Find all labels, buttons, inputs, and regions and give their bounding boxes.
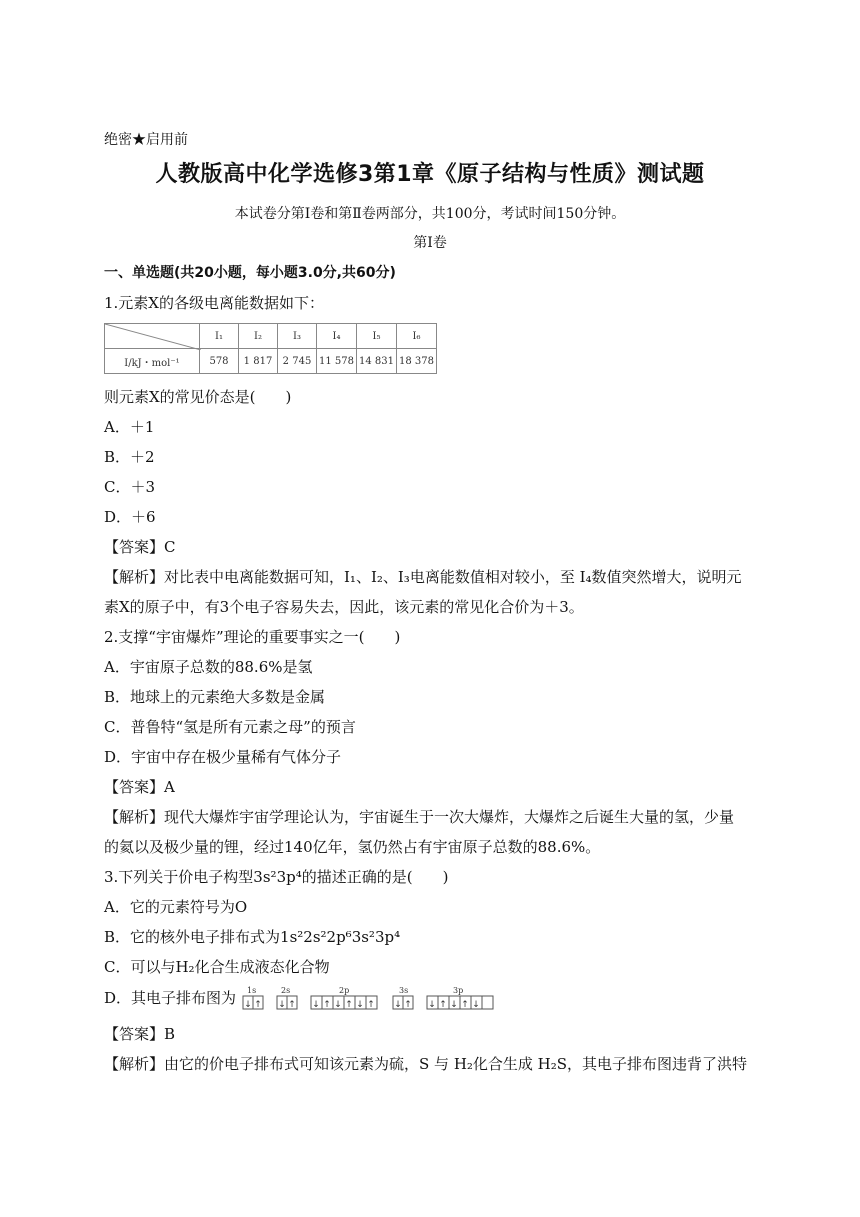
svg-text:↑: ↑: [367, 1000, 375, 1010]
confidential-label: 绝密★启用前: [104, 132, 188, 148]
value-i3: 2 745: [278, 349, 317, 374]
q2-option-b: B．地球上的元素绝大多数是金属: [104, 688, 326, 706]
orbital-label-2s: 2s: [280, 986, 291, 995]
header-i5: I₅: [357, 324, 397, 349]
q3-answer: 【答案】B: [104, 1025, 176, 1043]
q3-option-c: C．可以与H₂化合生成液态化合物: [104, 958, 330, 976]
q2-stem: 2.支撑“宇宙爆炸”理论的重要事实之一( ): [104, 628, 401, 646]
svg-text:↑: ↑: [288, 1000, 296, 1010]
svg-text:↓: ↓: [472, 1000, 480, 1010]
row-label: I/kJ・mol⁻¹: [105, 349, 200, 374]
svg-text:↑: ↑: [404, 1000, 412, 1010]
volume-heading: 第Ⅰ卷: [413, 235, 447, 251]
q2-answer: 【答案】A: [104, 778, 175, 796]
svg-text:↑: ↑: [345, 1000, 353, 1010]
svg-text:↓: ↓: [244, 1000, 252, 1010]
header-i2: I₂: [239, 324, 278, 349]
q3-stem: 3.下列关于价电子构型3s²3p⁴的描述正确的是( ): [104, 868, 449, 886]
q1-option-a: A．＋1: [104, 418, 155, 436]
table-header-row: [105, 324, 437, 349]
svg-text:↓: ↓: [428, 1000, 436, 1010]
value-i2: 1 817: [239, 349, 278, 374]
q1-stem: 1.元素X的各级电离能数据如下：: [104, 294, 324, 312]
page-title: 人教版高中化学选修3第1章《原子结构与性质》测试题: [155, 162, 705, 187]
orbital-label-3p: 3p: [452, 986, 464, 995]
value-i1: 578: [200, 349, 239, 374]
orbital-label-2p: 2p: [338, 986, 350, 995]
orbital-label-3s: 3s: [398, 986, 409, 995]
header-i3: I₃: [278, 324, 317, 349]
q2-option-a: A．宇宙原子总数的88.6%是氢: [104, 658, 313, 676]
q1-option-c: C．＋3: [104, 478, 156, 496]
q1-option-b: B．＋2: [104, 448, 155, 466]
q1-analysis-line2: 素X的原子中，有3个电子容易失去，因此，该元素的常见化合价为＋3。: [104, 598, 584, 616]
value-i6: 18 378: [397, 349, 437, 374]
q1-answer: 【答案】C: [104, 538, 176, 556]
q1-ask: 则元素X的常见价态是( ): [104, 388, 292, 406]
svg-text:↓: ↓: [450, 1000, 458, 1010]
svg-text:↑: ↑: [439, 1000, 447, 1010]
ionization-energy-table: [104, 323, 437, 374]
table-corner-cell: [105, 324, 200, 349]
q3-option-d-text: D．其电子排布图为: [104, 989, 237, 1007]
header-i6: I₆: [397, 324, 437, 349]
exam-intro: 本试卷分第Ⅰ卷和第Ⅱ卷两部分，共100分，考试时间150分钟。: [234, 206, 626, 222]
q2-analysis-line2: 的氦以及极少量的锂，经过140亿年，氢仍然占有宇宙原子总数的88.6%。: [104, 838, 601, 856]
q3-option-d: [104, 986, 501, 1012]
svg-text:↓: ↓: [278, 1000, 286, 1010]
q1-analysis-line1: 【解析】对比表中电离能数据可知，I₁、I₂、I₃电离能数值相对较小，至 I₄数值突然增大，说明元: [104, 568, 742, 586]
section-heading: 一、单选题(共20小题，每小题3.0分,共60分): [104, 265, 396, 281]
svg-text:↓: ↓: [312, 1000, 320, 1010]
orbital-label-1s: 1s: [246, 986, 257, 995]
q3-option-b: B．它的核外电子排布式为1s²2s²2p⁶3s²3p⁴: [104, 928, 401, 946]
q1-option-d: D．＋6: [104, 508, 156, 526]
header-i4: I₄: [317, 324, 357, 349]
svg-text:↓: ↓: [356, 1000, 364, 1010]
table-row: [105, 349, 437, 374]
svg-text:↓: ↓: [394, 1000, 402, 1010]
svg-text:↑: ↑: [254, 1000, 262, 1010]
svg-text:↓: ↓: [334, 1000, 342, 1010]
svg-text:↑: ↑: [461, 1000, 469, 1010]
diagonal-line: [105, 324, 201, 350]
value-i5: 14 831: [357, 349, 397, 374]
value-i4: 11 578: [317, 349, 357, 374]
q3-analysis-line1: 【解析】由它的价电子排布式可知该元素为硫，S 与 H₂化合生成 H₂S，其电子排布图违背了洪特: [104, 1055, 748, 1073]
q3-option-a: A．它的元素符号为O: [104, 898, 248, 916]
header-i1: I₁: [200, 324, 239, 349]
q2-option-d: D．宇宙中存在极少量稀有气体分子: [104, 748, 342, 766]
svg-text:↑: ↑: [323, 1000, 331, 1010]
q2-option-c: C．普鲁特“氢是所有元素之母”的预言: [104, 718, 356, 736]
q2-analysis-line1: 【解析】现代大爆炸宇宙学理论认为，宇宙诞生于一次大爆炸，大爆炸之后诞生大量的氢，少量: [104, 808, 735, 826]
orbital-diagram: [241, 986, 501, 1012]
